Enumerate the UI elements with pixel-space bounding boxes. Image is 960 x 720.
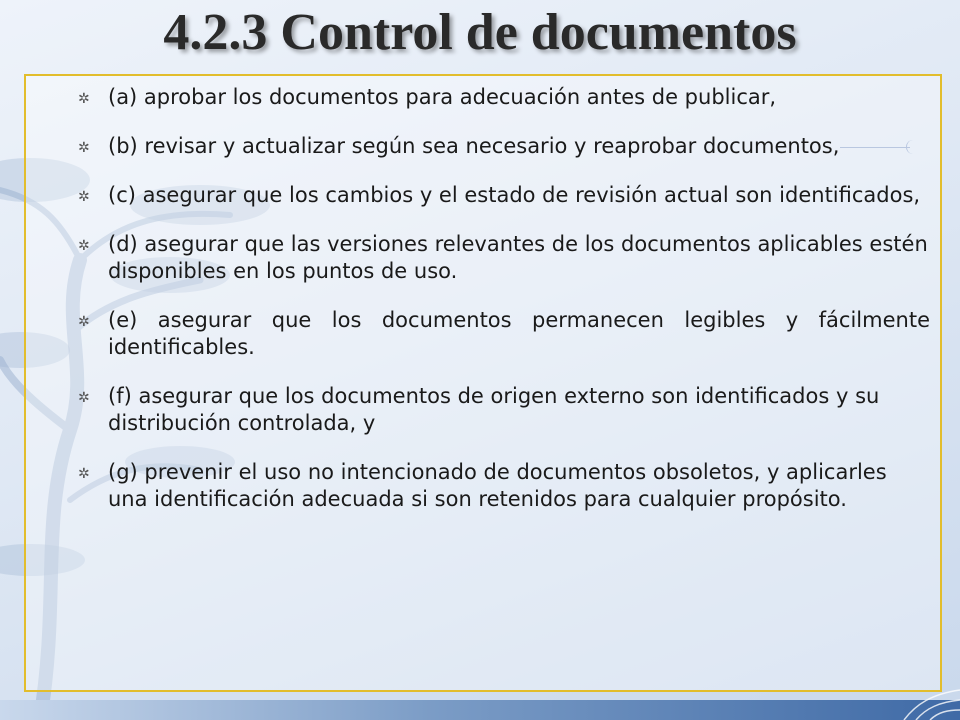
list-item bbox=[78, 133, 930, 160]
list-item bbox=[78, 182, 930, 209]
list-item-text: (f) asegurar que los documentos de origen externo son identificados y su distribución controlada, y bbox=[108, 384, 880, 435]
asterisk-bullet-icon: ✲ bbox=[78, 91, 90, 107]
asterisk-bullet-icon: ✲ bbox=[78, 238, 90, 254]
list-item bbox=[78, 307, 930, 361]
corner-ornament bbox=[896, 664, 960, 720]
list-item-text: (d) asegurar que las versiones relevantes de los documentos aplicables estén disponibles en los puntos de uso. bbox=[108, 232, 928, 283]
asterisk-bullet-icon: ✲ bbox=[78, 140, 90, 156]
list-item-text: (e) asegurar que los documentos permanecen legibles y fácilmente identificables. bbox=[108, 308, 930, 359]
list-item-text: (a) aprobar los documentos para adecuación antes de publicar, bbox=[108, 85, 777, 109]
list-item bbox=[78, 84, 930, 111]
asterisk-bullet-icon: ✲ bbox=[78, 466, 90, 482]
bullet-list bbox=[78, 84, 930, 535]
bottom-accent-bar bbox=[0, 700, 960, 720]
list-item bbox=[78, 231, 930, 285]
asterisk-bullet-icon: ✲ bbox=[78, 314, 90, 330]
asterisk-bullet-icon: ✲ bbox=[78, 390, 90, 406]
page-title: 4.2.3 Control de documentos bbox=[163, 4, 797, 61]
list-item-text: (g) prevenir el uso no intencionado de documentos obsoletos, y aplicarles una identificación adecuada si son retenidos para cualquier propósito. bbox=[108, 460, 887, 511]
asterisk-bullet-icon: ✲ bbox=[78, 189, 90, 205]
list-item bbox=[78, 459, 930, 513]
list-item-text: (b) revisar y actualizar según sea necesario y reaprobar documentos, bbox=[108, 134, 840, 158]
list-item-text: (c) asegurar que los cambios y el estado de revisión actual son identificados, bbox=[108, 183, 921, 207]
list-item bbox=[78, 383, 930, 437]
